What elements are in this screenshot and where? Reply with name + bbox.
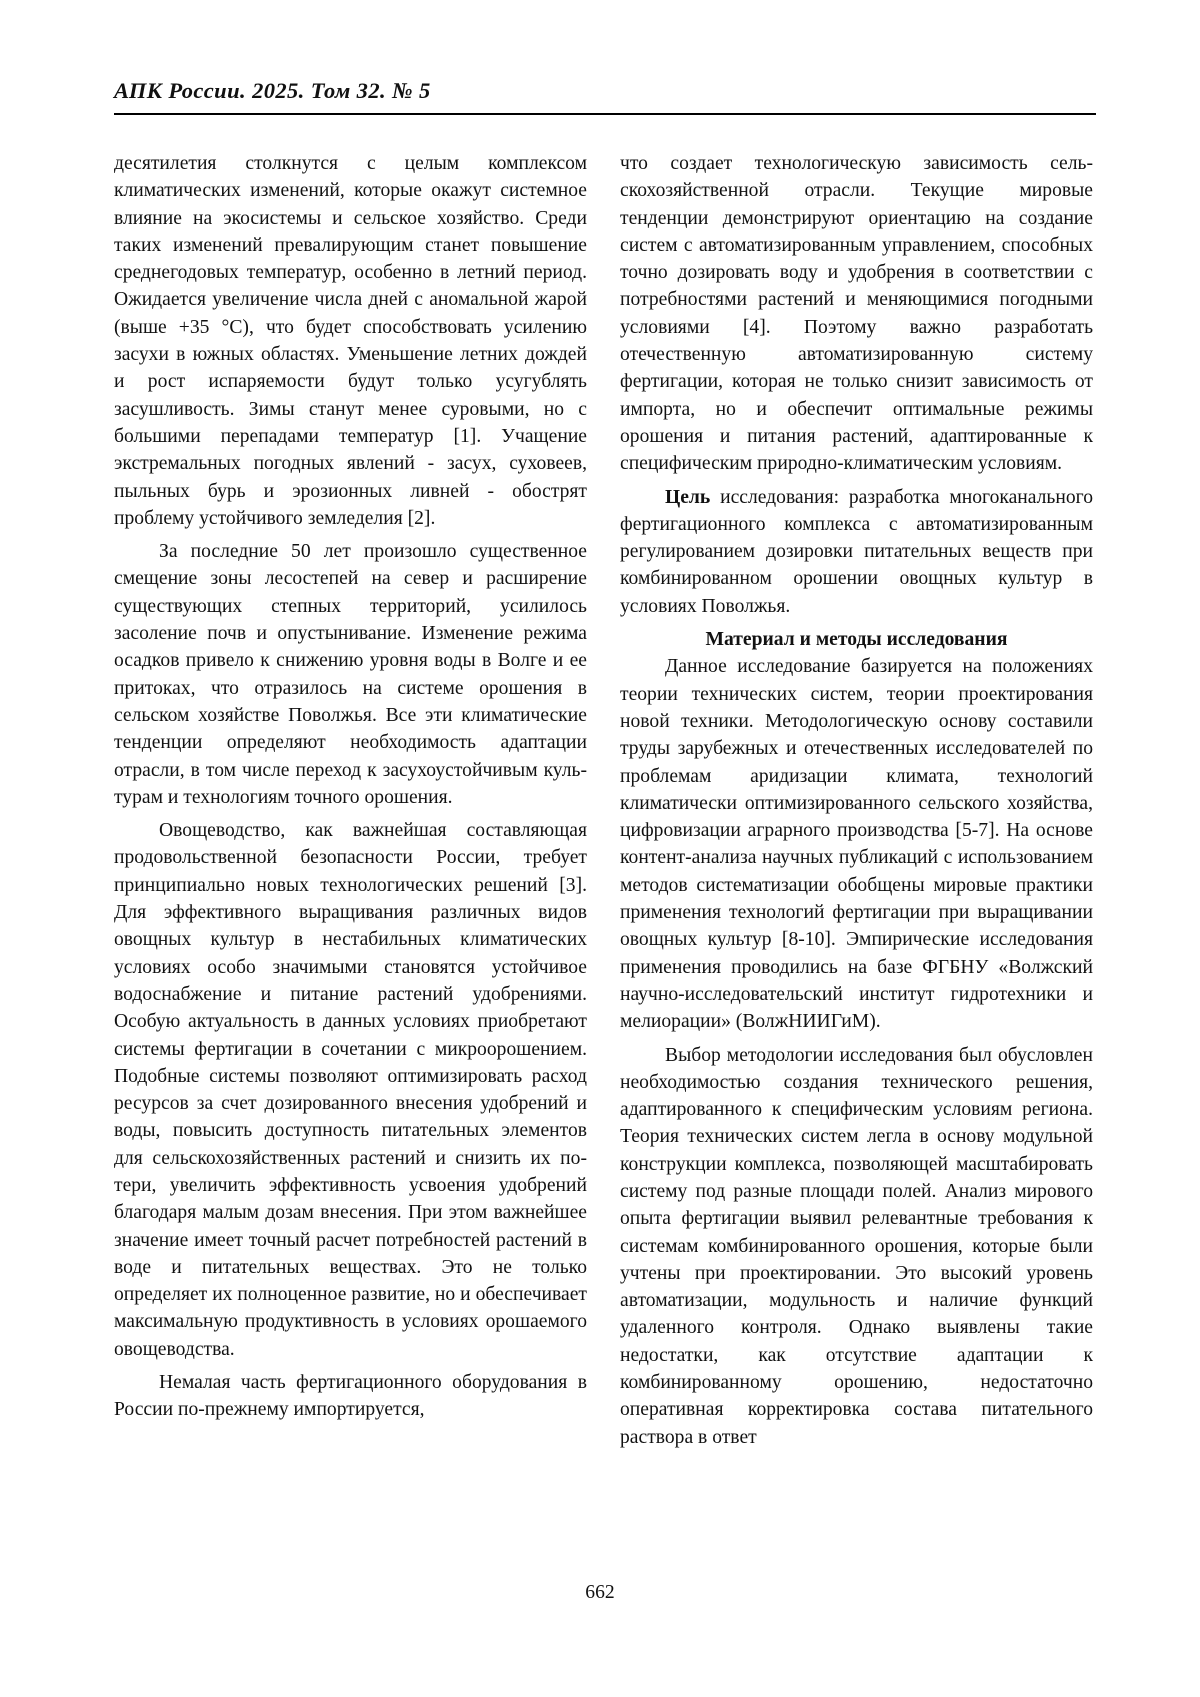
body-paragraph: десятилетия столкнутся с целым комплексом климатических изменений, которые окажут системное влияние на экосистемы и сельское хозяйство. Среди таких изменений превалирующим станет повышение среднегодовых температур, особенно в летний период. Ожидается увеличение числа дней с аномальной жарой (выше +35 °С), что будет способствовать усилению засухи в южных областях. Уменьшение летних дождей и рост испаряемости будут только усугублять засушливость. Зимы станут менее суровыми, но с большими перепадами температур [1]. Учащение экстремальных погодных явлений - засух, суховеев, пыльных бурь и эрозионных ливней - обострят проблему устойчивого земледелия [2].: [114, 153, 587, 529]
goal-label: Цель: [665, 486, 711, 508]
left-column: [114, 150, 587, 1430]
goal-text: исследования: разработка многоканального фертигационного комплекса с автоматизированным регулированием дозировки питательных веществ при комбинированном орошении овощных культур в условиях Поволжья.: [620, 486, 1093, 617]
header-rule: [114, 113, 1096, 115]
goal-paragraph: [620, 484, 1093, 620]
body-paragraph: За последние 50 лет произошло существенное смещение зоны лесостепей на север и расширение существующих степных территорий, усилилось засоление почв и опустынивание. Изменение режима осадков привело к снижению уровня воды в Волге и ее притоках, что отразилось на системе орошения в сельском хозяйстве Поволжья. Все эти климатические тенденции определяют необходимость адаптации отрасли, в том числе переход к засухоустойчивым культурам и технологиям точного орошения.: [114, 541, 587, 808]
right-column: [620, 150, 1093, 1457]
page-number: 662: [585, 1582, 615, 1603]
body-paragraph: Овощеводство, как важнейшая составляющая продовольственной безопасности России, требует принципиально новых технологических решений [3]. Для эффективного выращивания различных видов овощных культур в нестабильных климатических условиях особо значимыми становятся устойчивое водоснабжение и питание растений удобрениями. Особую актуальность в данных условиях приобретают системы фертигации в сочетании с микроорошением. Подобные системы позволяют оптимизировать расход ресурсов за счет дозированного внесения удобрений и воды, повысить доступность питательных элементов для сельскохозяйственных растений и снизить их потери, увеличить эффективность усвоения удобрений благодаря малым дозам внесения. При этом важнейшее значение имеет точный расчет потребностей растений в воде и питательных веществах. Это не только определяет их полноценное развитие, но и обеспечивает максимальную продуктивность в условиях орошаемого овощеводства.: [114, 820, 587, 1360]
running-header: АПК России. 2025. Том 32. № 5: [114, 78, 431, 103]
body-paragraph: Немалая часть фертигационного оборудования в России по-прежнему импортируется,: [114, 1372, 587, 1421]
body-paragraph: что создает технологическую зависимость сельскохозяйственной отрасли. Текущие мировые тенденции демонстрируют ориентацию на создание систем с автоматизированным управлением, способных точно дозировать воду и удобрения в соответствии с потребностями растений и меняющимися погодными условиями [4]. Поэтому важно разработать отечественную автоматизированную систему фертигации, которая не только снизит зависимость от импорта, но и обеспечит оптимальные режимы орошения и питания растений, адаптированные к специфическим природно-климатическим условиям.: [620, 153, 1093, 475]
body-paragraph: Выбор методологии исследования был обусловлен необходимостью создания технического решения, адаптированного к специфическим условиям региона. Теория технических систем легла в основу модульной конструкции комплекса, позволяющей масштабировать систему под разные площади полей. Анализ мирового опыта фертигации выявил релевантные требования к системам комбинированного орошения, которые были учтены при проектировании. Это высокий уровень автоматизации, модульность и наличие функций удаленного контроля. Однако выявлены такие недостатки, как отсутствие адаптации к комбинированному орошению, недостаточно оперативная корректировка состава питательного раствора в ответ: [620, 1044, 1093, 1448]
section-heading: Материал и методы исследования: [705, 629, 1008, 651]
body-paragraph: Данное исследование базируется на положениях теории технических систем, теории проектирования новой техники. Методологическую основу составили труды зарубежных и отечественных исследователей по проблемам аридизации климата, технологий климатически оптимизированного сельского хозяйства, цифровизации аграрного производства [5-7]. На основе контент-анализа научных публикаций с использованием методов систематизации обобщены мировые практики применения технологий фертигации при выращивании овощных культур [8-10]. Эмпирические исследования применения проводились на базе ФГБНУ «Волжский научно-исследовательский институт гидротехники и мелиорации» (ВолжНИИГиМ).: [620, 656, 1093, 1033]
